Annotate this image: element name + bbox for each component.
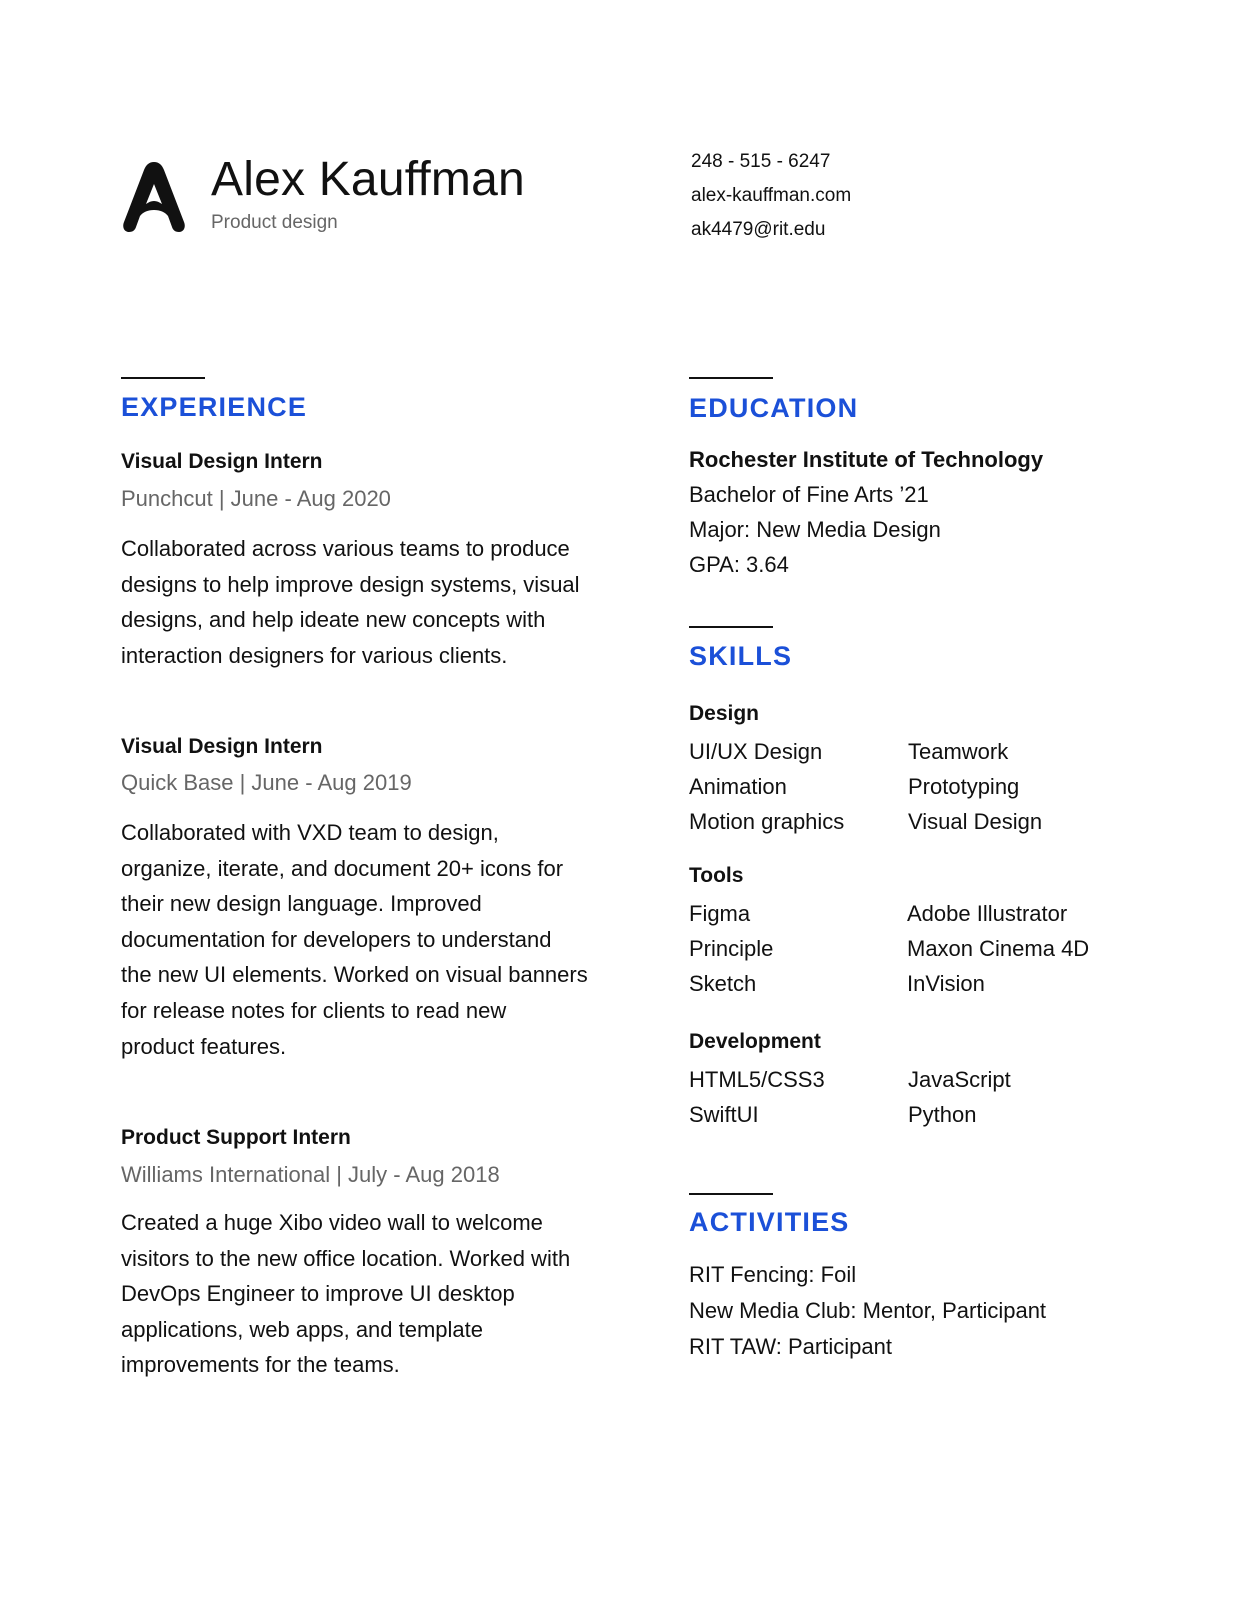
skill-item: Python [908, 1102, 977, 1127]
description-line: product features. [121, 1033, 287, 1059]
description-line: the new UI elements. Worked on visual banners [121, 962, 588, 988]
job-title: Visual Design Intern [121, 735, 323, 758]
job-meta: Williams International | July - Aug 2018 [121, 1162, 500, 1187]
skills-heading: SKILLS [689, 641, 793, 671]
skill-item: Maxon Cinema 4D [907, 936, 1090, 961]
skill-list [689, 1062, 825, 1132]
skill-item: JavaScript [908, 1067, 1011, 1092]
person-role: Product design [211, 212, 338, 233]
description-line: designs, and help ideate new concepts with [121, 607, 546, 633]
activities-list [689, 1257, 1046, 1365]
skill-item: Visual Design [908, 809, 1043, 834]
description-line: Created a huge Xibo video wall to welcome [121, 1210, 543, 1235]
job-title: Visual Design Intern [121, 450, 323, 473]
description-line: Collaborated across various teams to produce [121, 536, 570, 561]
experience-divider [121, 377, 205, 379]
school-name: Rochester Institute of Technology [689, 447, 1044, 472]
job-meta: Quick Base | June - Aug 2019 [121, 770, 412, 795]
description-line: for release notes for clients to read new [121, 997, 507, 1023]
skill-item: HTML5/CSS3 [689, 1067, 825, 1092]
activity-item: New Media Club: Mentor, Participant [689, 1298, 1047, 1323]
website-link[interactable]: alex-kauffman.com [691, 185, 852, 206]
education-divider [689, 377, 773, 379]
major: Major: New Media Design [689, 517, 941, 542]
education-block [689, 442, 1043, 582]
description-line: Collaborated with VXD team to design, [121, 820, 499, 845]
skill-item: InVision [907, 971, 985, 996]
description-line: interaction designers for various clients. [121, 642, 508, 668]
activity-item: RIT TAW: Participant [689, 1334, 892, 1359]
job-title: Product Support Intern [121, 1126, 351, 1149]
description-line: designs to help improve design systems, visual [121, 571, 580, 597]
job-meta: Punchcut | June - Aug 2020 [121, 486, 391, 511]
description-line: their new design language. Improved [121, 891, 482, 917]
skill-group-design: Design [689, 702, 760, 725]
description-line: applications, web apps, and template [121, 1316, 484, 1342]
activities-heading: ACTIVITIES [689, 1207, 850, 1237]
skills-divider [689, 626, 773, 628]
job-description [121, 1205, 621, 1383]
description-line: improvements for the teams. [121, 1352, 400, 1378]
skill-item: SwiftUI [689, 1102, 759, 1127]
email-link[interactable]: ak4479@rit.edu [691, 219, 826, 240]
skill-group-development: Development [689, 1030, 821, 1053]
degree: Bachelor of Fine Arts ’21 [689, 482, 929, 507]
phone-number: 248 - 515 - 6247 [691, 151, 831, 172]
skill-list [907, 896, 1089, 1001]
skill-item: Prototyping [908, 774, 1020, 799]
skill-item: Sketch [689, 971, 757, 996]
job-description [121, 531, 621, 673]
skill-item: Figma [689, 901, 751, 926]
skill-item: UI/UX Design [689, 739, 823, 764]
person-name: Alex Kauffman [211, 153, 525, 206]
description-line: documentation for developers to understand [121, 926, 552, 952]
skill-list [908, 734, 1042, 839]
experience-heading: EXPERIENCE [121, 392, 308, 422]
logo-a-icon [121, 160, 187, 234]
description-line: DevOps Engineer to improve UI desktop [121, 1281, 515, 1307]
contact-block [691, 150, 851, 252]
skill-item: Motion graphics [689, 809, 845, 834]
job-description [121, 815, 621, 1064]
gpa: GPA: 3.64 [689, 552, 789, 577]
skill-item: Animation [689, 774, 787, 799]
activity-item: RIT Fencing: Foil [689, 1262, 857, 1287]
skill-group-tools: Tools [689, 864, 744, 887]
activities-divider [689, 1193, 773, 1195]
skill-list [908, 1062, 1011, 1132]
skill-list [689, 734, 844, 839]
skill-item: Adobe Illustrator [907, 901, 1068, 926]
skill-list [689, 896, 773, 1001]
skill-item: Teamwork [908, 739, 1009, 764]
description-line: organize, iterate, and document 20+ icons for [121, 855, 564, 881]
education-heading: EDUCATION [689, 393, 859, 423]
description-line: visitors to the new office location. Worked with [121, 1245, 571, 1271]
skill-item: Principle [689, 936, 774, 961]
